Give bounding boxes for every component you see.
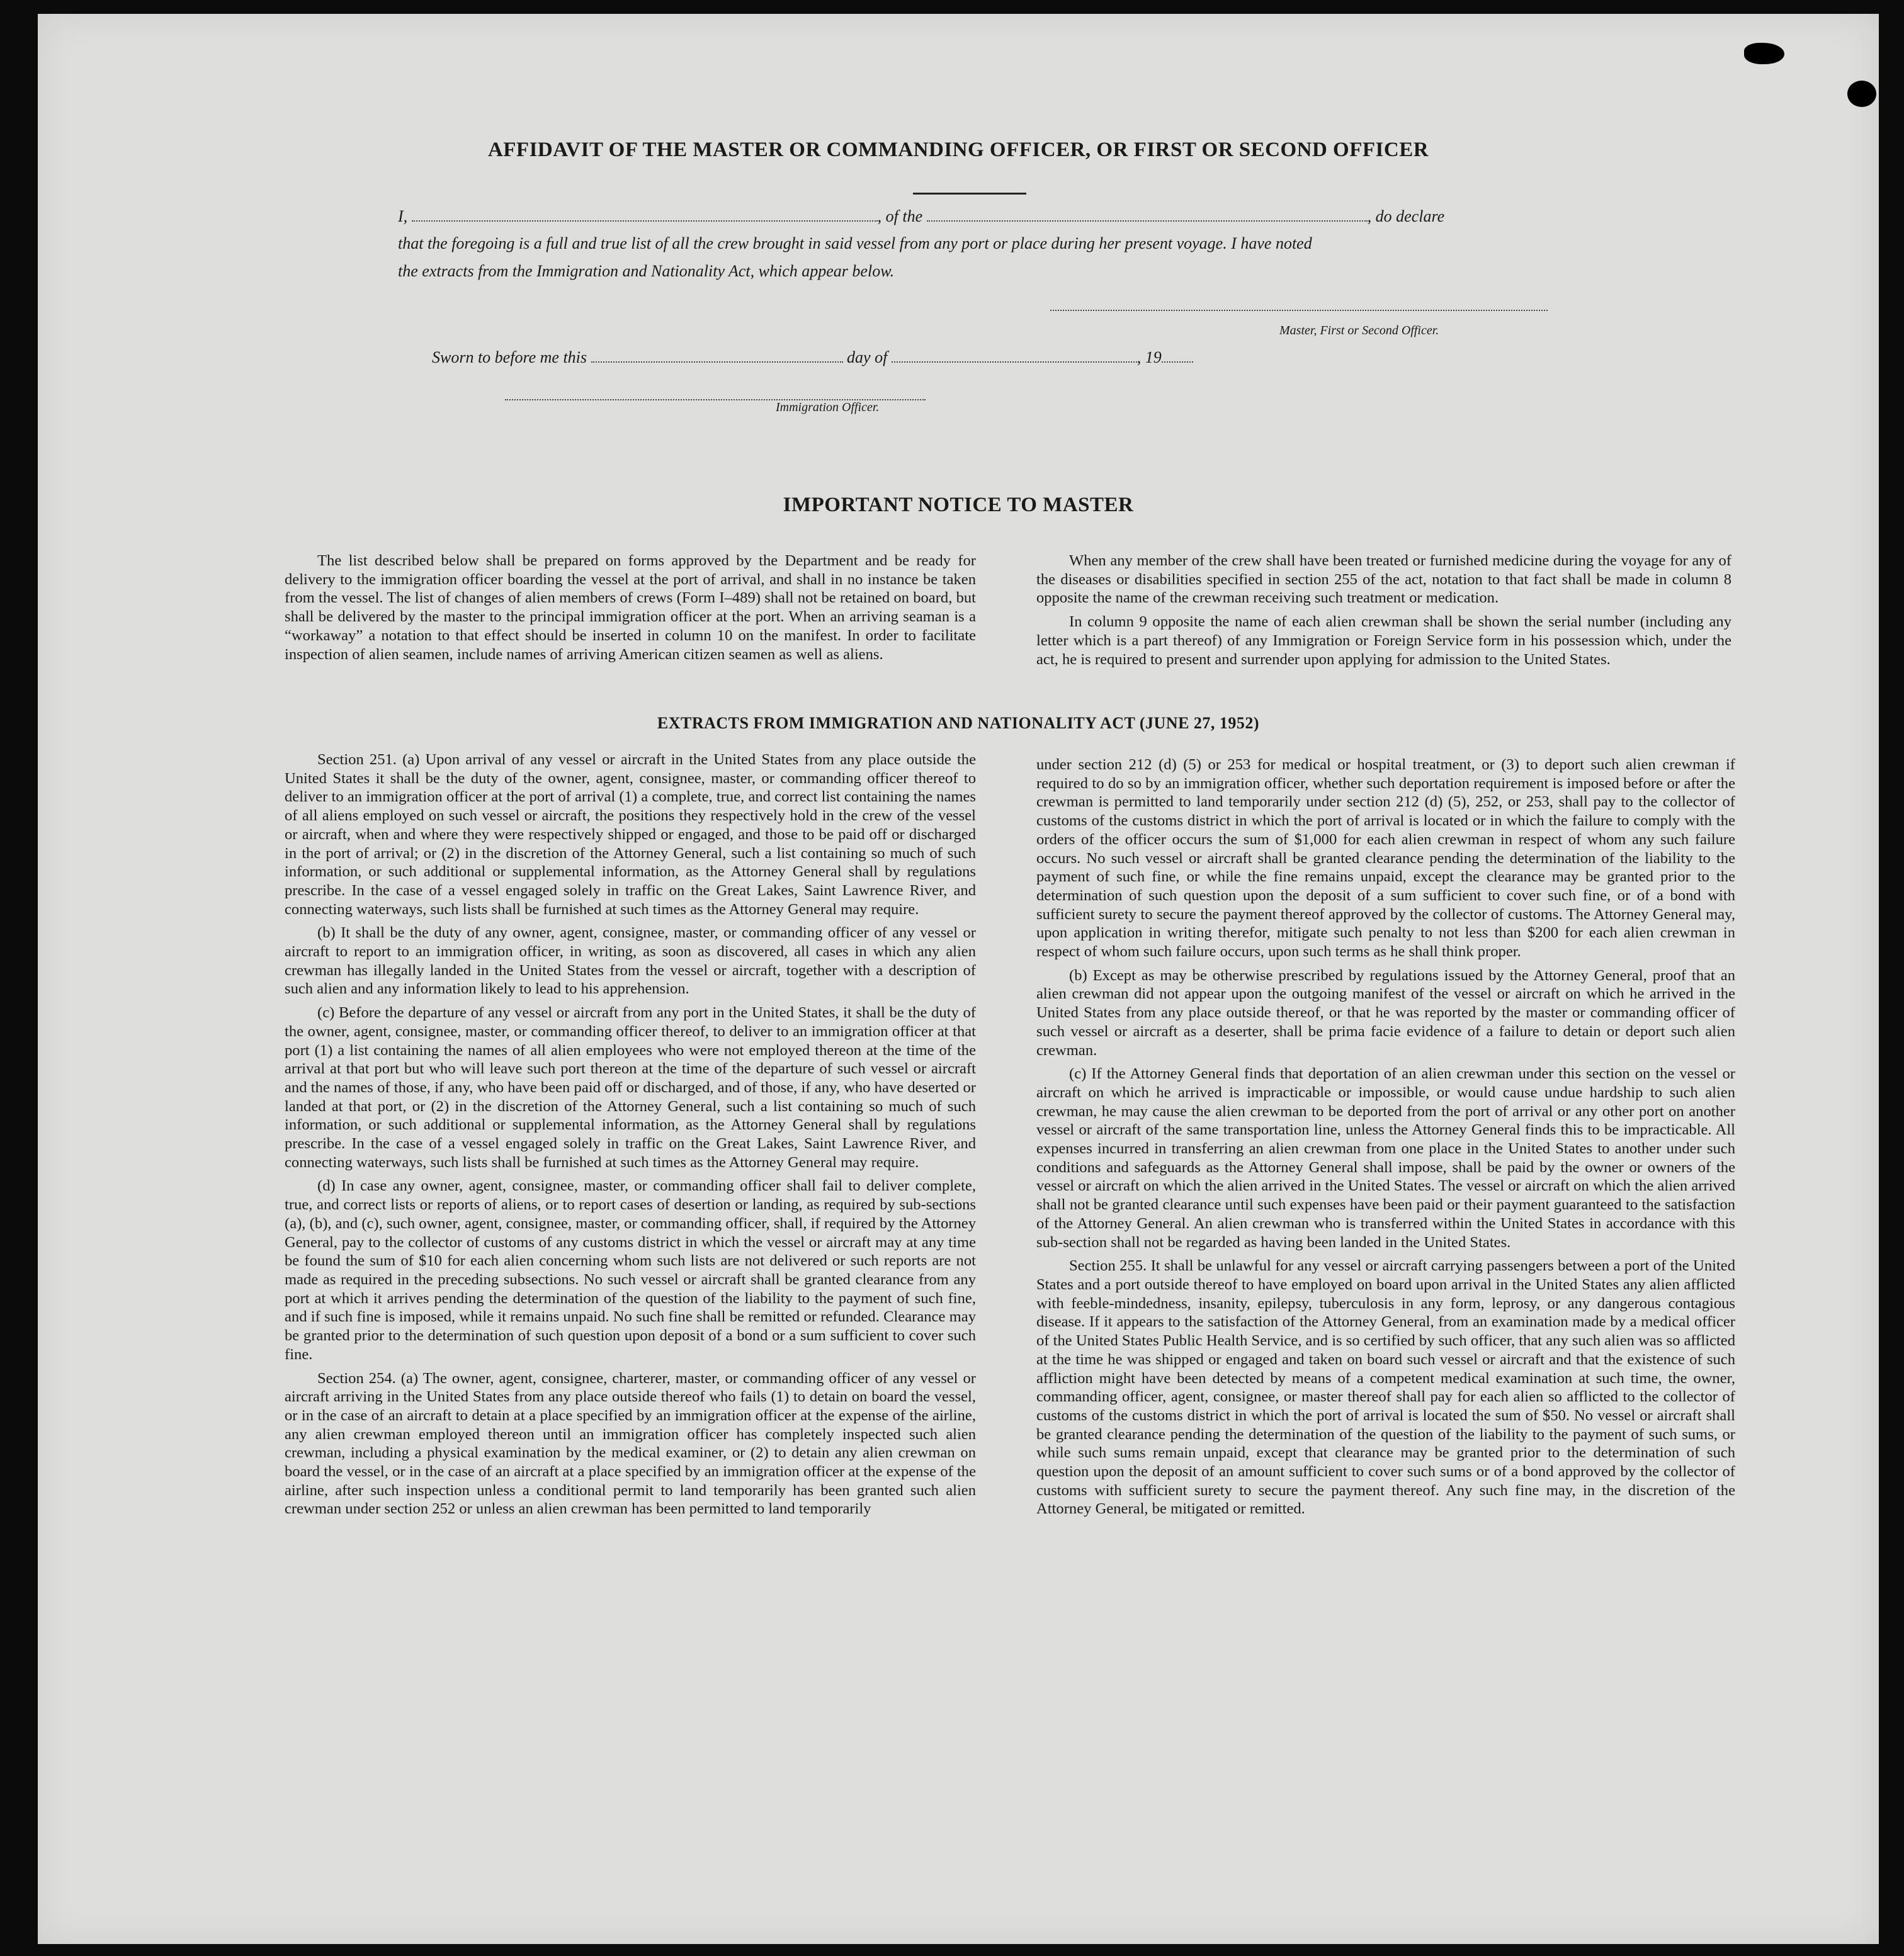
document-page	[38, 14, 1879, 1944]
notice-right-column	[1036, 551, 1731, 669]
declarant-name-field[interactable]	[412, 206, 878, 222]
act-right-column	[1036, 755, 1735, 1518]
sworn-year-field[interactable]	[1162, 348, 1193, 363]
act-paragraph: Section 255. It shall be unlawful for any vessel or aircraft carrying passengers between a port of the United States and a port outside thereof to have employed on board upon arrival in the United States any alien afflicted with feeble-mindedness, insanity, epilepsy, tuberculosis in any form, leprosy, or any dangerous contagious disease. If it appears to the satisfaction of the Attorney General, from an examination made by a medical officer of the United States Public Health Service, and is so certified by such officer, that any such alien was so afflicted at the time he was shipped or engaged and taken on board such vessel or aircraft and that the existence of such affliction might have been detected by means of a competent medical examination at such time, the owner, commanding officer, agent, consignee, or master thereof shall pay for each alien so afflicted to the collector of customs of the customs district in which the port of arrival is located the sum of $50. No vessel or aircraft shall be granted clearance pending the determination of the question of the liability to the payment of such sums, or while such sums remain unpaid, except that clearance may be granted prior to the determination of such question upon the deposit of an amount sufficient to cover such sums or of a bond approved by the collector of customs with sufficient surety to secure the payment thereof. Any such fine may, in the discretion of the Attorney General, be mitigated or remitted.	[1036, 1257, 1735, 1518]
act-paragraph: (c) If the Attorney General finds that deportation of an alien crewman under this section on the vessel or aircraft on which he arrived is impracticable or impossible, or would cause undue hardship to such alien crewman, he may cause the alien crewman to be deported from the port of arrival or any other port on another vessel or aircraft of the same transportation line, unless the Attorney General finds this to be impracticable. All expenses incurred in transferring an alien crewman from one place in the United States to another under such conditions and safeguards as the Attorney General shall impose, shall be paid by the owner or owners of the vessel or aircraft on which the alien arrived in the United States. The vessel or aircraft on which the alien arrived shall not be granted clearance until such expenses have been paid or their payment guaranteed to the satisfaction of the Attorney General. An alien crewman who is transferred within the United States in accordance with this sub-section shall not be regarded as having been landed in the United States.	[1036, 1065, 1735, 1251]
punch-hole	[1744, 43, 1784, 64]
day-of-label: day of	[847, 348, 888, 366]
act-paragraph: (b) It shall be the duty of any owner, agent, consignee, master, or commanding officer of any vessel or aircraft to report to an immigration officer, in writing, as soon as discovered, all cases in which any alien crewman has illegally landed in the United States from the vessel or aircraft, together with a description of such alien and any information likely to lead to his apprehension.	[285, 924, 976, 998]
punch-hole	[1847, 81, 1876, 107]
year-label: , 19	[1136, 348, 1162, 366]
notice-title: IMPORTANT NOTICE TO MASTER	[783, 494, 1134, 516]
act-paragraph: under section 212 (d) (5) or 253 for medical or hospital treatment, or (3) to deport such alien crewman if required to do so by an immigration officer, whether such deportation requirement is imposed before or after the crewman is permitted to land temporarily under section 212 (d) (5), 252, or 253, shall pay to the collector of customs of the customs district in which the port of arrival is located or in which the failure to comply with the orders of the officer occurs the sum of $1,000 for each alien crewman in respect of whom any such failure occurs. No such vessel or aircraft shall be granted clearance pending the determination of the liability to the payment of such fine, or while the fine remains unpaid, except the clearance may be granted prior to the determination of such question upon the deposit of a sum sufficient to cover such fine, or of a bond with sufficient surety to secure the payment thereof approved by the collector of customs. The Attorney General may, upon application in writing therefor, mitigate such penalty to not less than $200 for each alien crewman in respect of whom such failure occurs, upon such terms as he shall think proper.	[1036, 756, 1735, 961]
do-declare-label: , do declare	[1367, 207, 1445, 225]
act-paragraph: (d) In case any owner, agent, consignee, master, or commanding officer shall fail to deliver complete, true, and correct lists or reports of aliens, or to report cases of desertion or landing, as required by sub-sections (a), (b), and (c), such owner, agent, consignee, master, or commanding officer, shall, if required by the Attorney General, pay to the collector of customs of any customs district in which the vessel or aircraft may at any time be found the sum of $10 for each alien concerning whom such lists are not delivered or such reports are not made as required in the preceding subsections. No such vessel or aircraft shall be granted clearance from any port at which it arrives pending the determination of the question of the liability to the payment of such fine, and if such fine is imposed, while it remains unpaid. No such fine shall be remitted or refunded. Clearance may be granted prior to the determination of such question upon deposit of a bond or a sum sufficient to cover such fine.	[285, 1177, 976, 1363]
affidavit-title: AFFIDAVIT OF THE MASTER OR COMMANDING OFFICER, OR FIRST OR SECOND OFFICER	[487, 139, 1429, 161]
officer-caption: Immigration Officer.	[776, 400, 880, 414]
vessel-name-field[interactable]	[927, 206, 1368, 222]
extracts-title: EXTRACTS FROM IMMIGRATION AND NATIONALITY ACT (JUNE 27, 1952)	[657, 714, 1260, 732]
master-signature-field[interactable]	[1050, 310, 1548, 311]
title-underline	[913, 193, 1026, 195]
notice-paragraph: In column 9 opposite the name of each alien crewman shall be shown the serial number (including any letter which is a part thereof) of any Immigration or Foreign Service form in his possession which, under the act, he is required to present and surrender upon applying for admission to the United States.	[1036, 613, 1731, 668]
of-the-label: , of the	[877, 207, 923, 225]
sworn-month-field[interactable]	[892, 348, 1137, 363]
act-paragraph: (b) Except as may be otherwise prescribed by regulations issued by the Attorney General, proof that an alien crewman did not appear upon the outgoing manifest of the vessel or aircraft on which he arrived in the United States from any place outside thereof, or that he was reported by the master or commanding officer of such vessel or aircraft as a deserter, shall be prima facie evidence of a failure to detain or deport such alien crewman.	[1036, 966, 1735, 1059]
act-paragraph: Section 251. (a) Upon arrival of any vessel or aircraft in the United States from any place outside the United States it shall be the duty of the owner, agent, consignee, master, or commanding officer thereof to deliver to an immigration officer at the port of arrival (1) a complete, true, and correct list containing the names of all aliens employed on such vessel or aircraft, the positions they respectively hold in the crew of the vessel or aircraft, when and where they were respectively shipped or engaged, and those to be paid off or discharged in the port of arrival; or (2) in the discretion of the Attorney General, such a list containing so much of such information, or such additional or supplemental information, as the Attorney General shall by regulations prescribe. In the case of a vessel engaged solely in traffic on the Great Lakes, Saint Lawrence River, and connecting waterways, such lists shall be furnished at such times as the Attorney General may require.	[285, 751, 976, 918]
notice-left-column	[285, 551, 976, 664]
notice-paragraph: The list described below shall be prepared on forms approved by the Department and be ready for delivery to the immigration officer boarding the vessel at the port of arrival, and shall in no instance be taken from the vessel. The list of changes of alien members of crews (Form I–489) shall not be retained on board, but shall be delivered by the master to the principal immigration officer at the port. When an arriving seaman is a “workaway” a notation to that effect should be inserted in column 10 on the manifest. In order to facilitate inspection of alien seamen, include names of arriving American citizen seamen as well as aliens.	[285, 552, 976, 663]
master-caption: Master, First or Second Officer.	[1279, 324, 1439, 337]
sworn-label: Sworn to before me this	[432, 348, 587, 366]
act-paragraph: (c) Before the departure of any vessel or aircraft from any port in the United States, it shall be the duty of the owner, agent, consignee, master, or commanding officer thereof, to deliver to an immigration officer at that port (1) a list containing the names of all alien employees who were not employed thereon at the time of the arrival at that port but who will leave such port thereon at the time of the departure of such vessel or aircraft and the names of those, if any, who have been paid off or discharged, and of those, if any, who have deserted or landed at that port, or (2) in the discretion of the Attorney General, such a list containing so much of such information, or such additional or supplemental information, as the Attorney General shall by regulations prescribe. In the case of a vessel engaged solely in traffic on the Great Lakes, Saint Lawrence River, and connecting waterways, such lists shall be furnished at such times as the Attorney General may require.	[285, 1004, 976, 1171]
declarant-prefix: I,	[398, 207, 408, 225]
act-left-column	[285, 750, 976, 1518]
declaration-line	[398, 206, 1444, 226]
sworn-line	[432, 348, 1193, 367]
notice-paragraph: When any member of the crew shall have been treated or furnished medicine during the voyage for any of the diseases or disabilities specified in section 255 of the act, notation to that fact shall be made in column 8 opposite the name of the crewman receiving such treatment or medication.	[1036, 552, 1731, 607]
act-paragraph: Section 254. (a) The owner, agent, consignee, charterer, master, or commanding officer of any vessel or aircraft arriving in the United States from any place outside thereof who fails (1) to detain on board the vessel, or in the case of an aircraft to detain at a place specified by an immigration officer at the expense of the airline, any alien crewman employed thereon until an immigration officer has completely inspected such alien crewman, including a physical examination by the medical examiner, or (2) to detain any alien crewman on board the vessel, or in the case of an aircraft at a place specified by an immigration officer at the expense of the airline, after such inspection unless a conditional permit to land temporarily has been granted such alien crewman under section 252 or unless an alien crewman has been permitted to land temporarily	[285, 1369, 976, 1518]
sworn-day-field[interactable]	[591, 348, 843, 363]
declaration-text-line-2: that the foregoing is a full and true list of all the crew brought in said vessel from any port or place during her present voyage. I have noted	[398, 234, 1312, 252]
declaration-text-line-3: the extracts from the Immigration and Nationality Act, which appear below.	[398, 262, 895, 280]
